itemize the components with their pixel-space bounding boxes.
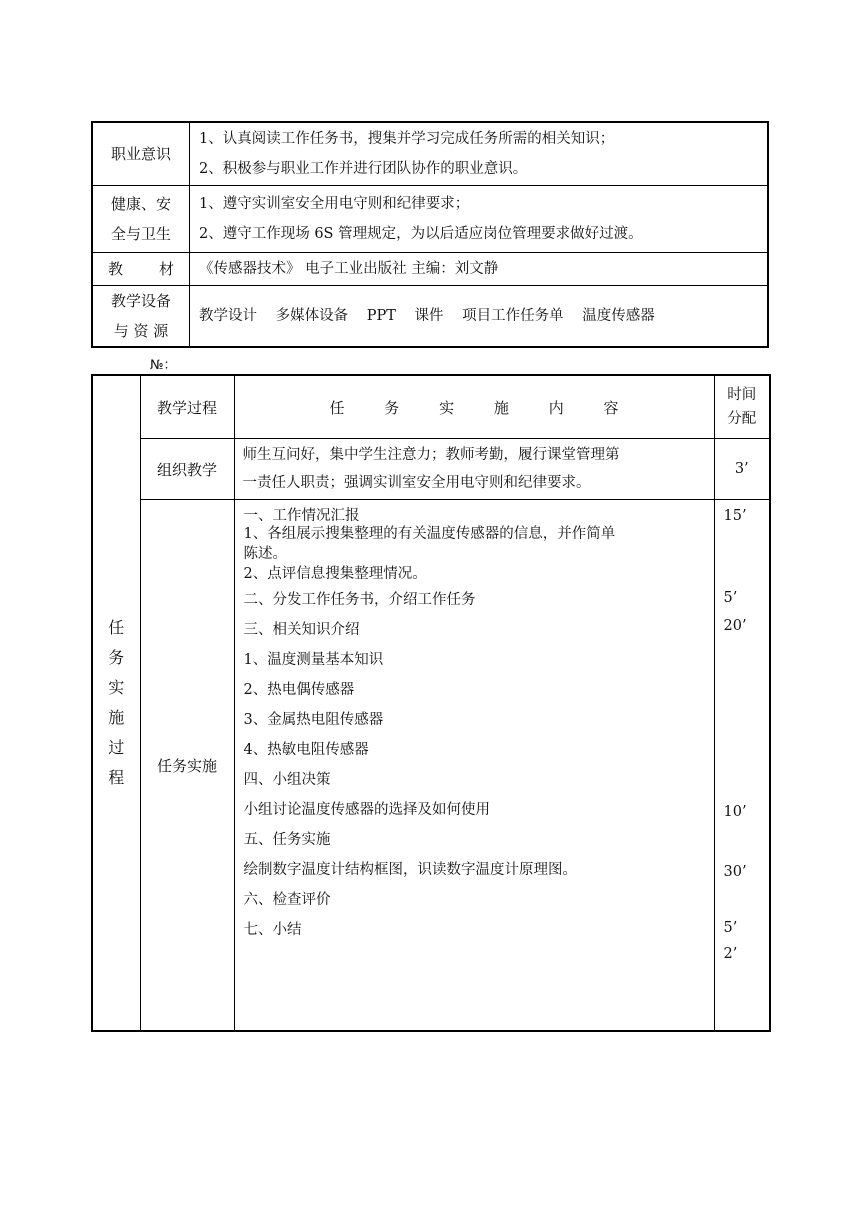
row-label-char: 材 xyxy=(158,260,174,278)
table-row xyxy=(92,186,768,253)
content-line: 绘制数字温度计结构框图，识读数字温度计原理图。 xyxy=(243,862,577,878)
task-process: 任务实施 xyxy=(140,500,234,1032)
time-value: 5’ xyxy=(723,590,738,606)
row-label xyxy=(92,186,190,253)
header-time-line: 时间 xyxy=(727,387,757,403)
side-label-char: 施 xyxy=(108,708,125,727)
side-label-char: 程 xyxy=(108,768,125,787)
table-row xyxy=(92,439,770,500)
task-times xyxy=(714,500,770,1032)
content-line: 七、小结 xyxy=(243,922,302,938)
content-line: 二、分发工作任务书，介绍工作任务 xyxy=(243,592,476,608)
table-row xyxy=(92,286,768,348)
row-label-text: 健康、安 xyxy=(110,195,171,213)
header-content-char: 施 xyxy=(493,398,509,417)
time-value: 10’ xyxy=(723,804,747,820)
row-label-text: 职业意识 xyxy=(110,145,171,163)
row-label xyxy=(92,122,190,186)
content-line: 小组讨论温度传感器的选择及如何使用 xyxy=(243,802,490,818)
objectives-table xyxy=(91,121,769,348)
row-content xyxy=(190,122,769,186)
content-line: 六、检查评价 xyxy=(243,892,331,908)
row-content xyxy=(190,253,769,286)
row-content xyxy=(190,286,769,348)
content-line: 《传感器技术》 电子工业出版社 主编：刘文静 xyxy=(199,261,499,277)
content-line: 三、相关知识介绍 xyxy=(243,622,360,638)
time-value: 30’ xyxy=(723,864,747,880)
header-content-char: 内 xyxy=(548,398,564,417)
header-time xyxy=(714,375,770,439)
content-line: 一、工作情况汇报 xyxy=(243,508,360,524)
header-process: 教学过程 xyxy=(140,375,234,439)
content-line: 2、积极参与职业工作并进行团队协作的职业意识。 xyxy=(199,161,528,177)
table-row xyxy=(92,253,768,286)
process-table xyxy=(91,374,771,1032)
content-line: 1、认真阅读工作任务书，搜集并学习完成任务所需的相关知识； xyxy=(199,131,615,147)
content-line: 陈述。 xyxy=(243,546,287,562)
content-line: 五、任务实施 xyxy=(243,832,331,848)
row-content xyxy=(190,186,769,253)
header-time-line: 分配 xyxy=(727,411,757,427)
side-label-char: 实 xyxy=(108,678,125,697)
side-label-char: 过 xyxy=(108,738,125,757)
time-value: 20’ xyxy=(723,618,747,634)
content-line: 2、遵守工作现场 6S 管理规定，为以后适应岗位管理要求做好过渡。 xyxy=(199,226,643,242)
organize-time: 3’ xyxy=(714,439,770,500)
side-label-char: 任 xyxy=(108,618,125,637)
header-content-char: 实 xyxy=(439,398,455,417)
header-content-char: 任 xyxy=(329,398,345,417)
content-line: 1、各组展示搜集整理的有关温度传感器的信息，并作简单 xyxy=(243,526,616,542)
content-line: 四、小组决策 xyxy=(243,772,331,788)
side-label xyxy=(92,375,140,1031)
row-label-text: 全与卫生 xyxy=(110,225,171,243)
content-line: 3、金属热电阻传感器 xyxy=(243,712,384,728)
table-row xyxy=(92,375,770,439)
row-label-text: 教学设备 xyxy=(110,292,171,310)
table-row xyxy=(92,500,770,1032)
header-content xyxy=(234,375,714,439)
content-line: 2、热电偶传感器 xyxy=(243,682,355,698)
row-label-text: 与 资 源 xyxy=(113,322,169,340)
table-row xyxy=(92,122,768,186)
content-line: 师生互问好，集中学生注意力；教师考勤，履行课堂管理第 xyxy=(242,447,620,463)
row-label xyxy=(92,286,190,348)
time-value: 5’ xyxy=(723,920,738,936)
content-line: 2、点评信息搜集整理情况。 xyxy=(243,566,427,582)
content-line: 4、热敏电阻传感器 xyxy=(243,742,369,758)
header-content-char: 务 xyxy=(384,398,400,417)
content-line: 1、遵守实训室安全用电守则和纪律要求； xyxy=(199,196,470,212)
content-line: 教学设计 多媒体设备 PPT 课件 项目工作任务单 温度传感器 xyxy=(199,308,655,324)
organize-process: 组织教学 xyxy=(140,439,234,500)
organize-content xyxy=(234,439,714,500)
header-content-char: 容 xyxy=(603,398,619,417)
task-content xyxy=(234,500,714,1032)
row-label xyxy=(92,253,190,286)
side-label-char: 务 xyxy=(108,648,125,667)
content-line: 一责任人职责；强调实训室安全用电守则和纪律要求。 xyxy=(242,475,591,491)
row-label-char: 教 xyxy=(108,260,124,278)
time-value: 2’ xyxy=(723,946,738,962)
content-line: 1、温度测量基本知识 xyxy=(243,652,384,668)
number-label: №： xyxy=(150,358,177,373)
time-value: 15’ xyxy=(723,508,747,524)
